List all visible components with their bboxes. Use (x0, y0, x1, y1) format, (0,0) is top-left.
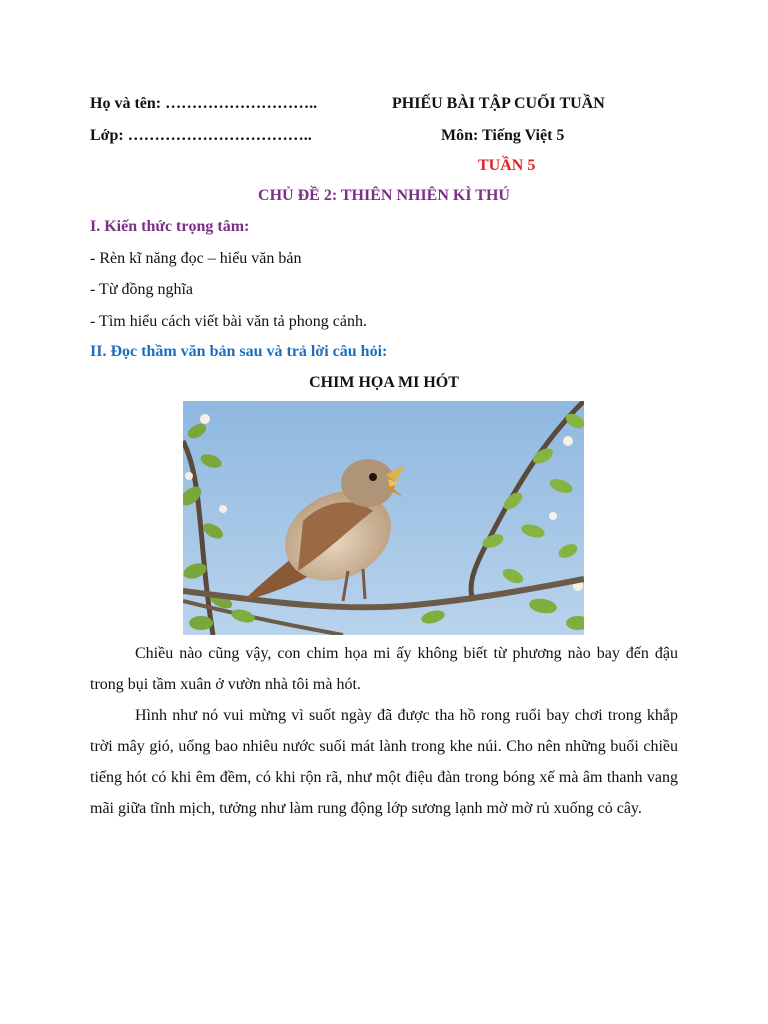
topic-heading: CHỦ ĐỀ 2: THIÊN NHIÊN KÌ THÚ (258, 187, 510, 204)
reading-passage (90, 638, 678, 824)
list-item: - Từ đồng nghĩa (90, 281, 194, 298)
subject-label: Môn: Tiếng Việt 5 (441, 127, 565, 144)
reading-paragraph: Hình như nó vui mừng vì suốt ngày đã được tha hồ rong ruổi bay chơi trong khắp trời mây gió, uống bao nhiêu nước suối mát lành trong khe núi. Cho nên những buổi chiều tiếng hót có khi êm đềm, có khi rộn rã, như một điệu đàn trong bóng xế mà âm thanh vang mãi giữa tĩnh mịch, tưởng như làm rung động lớp sương lạnh mờ mờ rủ xuống cỏ cây. (90, 707, 678, 817)
section1-heading: I. Kiến thức trọng tâm: (90, 218, 250, 235)
worksheet-title: PHIẾU BÀI TẬP CUỐI TUẦN (392, 95, 605, 112)
nightingale-photo (183, 401, 584, 635)
list-item: - Rèn kĩ năng đọc – hiểu văn bản (90, 250, 302, 267)
reading-title: CHIM HỌA MI HÓT (309, 374, 459, 391)
list-item: - Tìm hiểu cách viết bài văn tả phong cảnh. (90, 313, 367, 330)
reading-paragraph: Chiều nào cũng vậy, con chim họa mi ấy không biết từ phương nào bay đến đậu trong bụi tầm xuân ở vườn nhà tôi mà hót. (90, 645, 678, 693)
name-field-line: Họ và tên: ……………………….. (90, 95, 318, 112)
week-label: TUẦN 5 (478, 157, 536, 174)
section2-heading: II. Đọc thầm văn bản sau và trả lời câu hỏi: (90, 343, 388, 360)
class-field-line: Lớp: …………………………….. (90, 127, 312, 144)
